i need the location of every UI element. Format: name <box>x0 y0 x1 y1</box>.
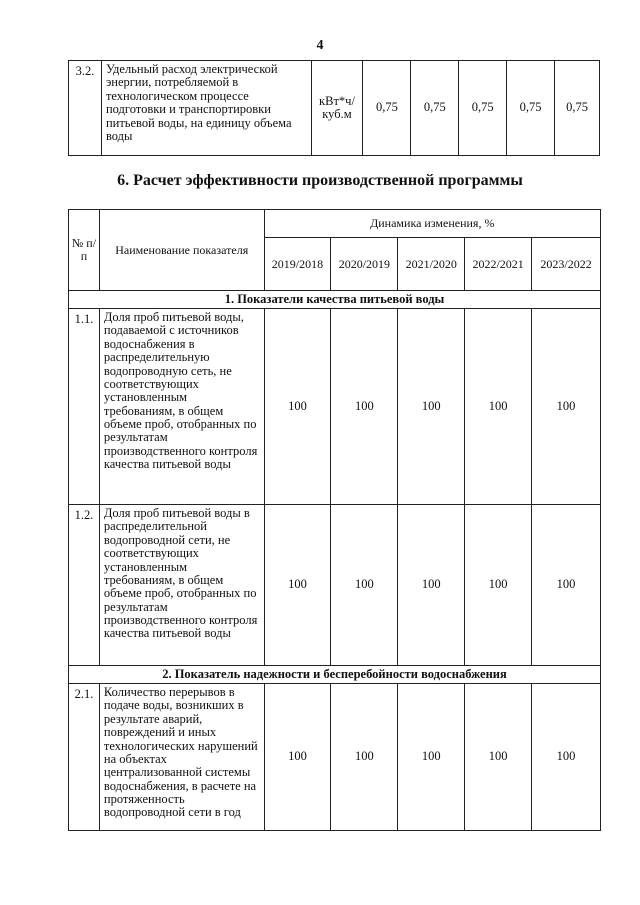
row-number: 2.1. <box>69 684 100 831</box>
efficiency-table <box>68 209 601 831</box>
value-cell: 100 <box>398 309 465 505</box>
indicator-name: Удельный расход электрической энергии, потребляемой в технологическом процессе подготовки и транспортировки питьевой воды, на единицу объема воды <box>101 61 311 156</box>
header-year: 2022/2021 <box>465 238 532 291</box>
value-cell: 0,75 <box>411 61 459 156</box>
row-number: 1.1. <box>69 309 100 505</box>
table-header-row <box>69 210 601 238</box>
value-cell: 100 <box>532 505 601 666</box>
table-row <box>69 505 601 666</box>
value-cell: 100 <box>398 505 465 666</box>
unit-cell: кВт*ч/ куб.м <box>311 61 363 156</box>
section-title: 6. Расчет эффективности производственной программы <box>117 172 523 189</box>
header-year: 2019/2018 <box>264 238 331 291</box>
group-header-row <box>69 291 601 309</box>
header-dynamics: Динамика изменения, % <box>264 210 600 238</box>
value-cell: 100 <box>331 505 398 666</box>
value-cell: 100 <box>465 505 532 666</box>
header-num: № п/п <box>69 210 100 291</box>
value-cell: 100 <box>331 309 398 505</box>
value-cell: 0,75 <box>459 61 507 156</box>
page-number: 4 <box>316 38 324 53</box>
value-cell: 100 <box>264 505 331 666</box>
header-name: Наименование показателя <box>99 210 264 291</box>
value-cell: 100 <box>532 684 601 831</box>
value-cell: 0,75 <box>507 61 555 156</box>
table-row <box>69 309 601 505</box>
value-cell: 100 <box>264 309 331 505</box>
group-title: 1. Показатели качества питьевой воды <box>69 291 601 309</box>
indicator-name: Доля проб питьевой воды, подаваемой с источников водоснабжения в распределительную водопроводную сеть, не соответствующих установленным требованиям, в общем объеме проб, отобранных по результатам производственного контроля качества питьевой воды <box>99 309 264 505</box>
value-cell: 100 <box>264 684 331 831</box>
value-cell: 100 <box>465 309 532 505</box>
value-cell: 100 <box>331 684 398 831</box>
row-number: 3.2. <box>69 61 102 156</box>
group-header-row <box>69 666 601 684</box>
value-cell: 100 <box>398 684 465 831</box>
value-cell: 100 <box>532 309 601 505</box>
continuation-table <box>68 60 600 156</box>
value-cell: 100 <box>465 684 532 831</box>
value-cell: 0,75 <box>363 61 411 156</box>
header-year: 2021/2020 <box>398 238 465 291</box>
table-row <box>69 684 601 831</box>
group-title: 2. Показатель надежности и бесперебойности водоснабжения <box>69 666 601 684</box>
value-cell: 0,75 <box>555 61 600 156</box>
table-row <box>69 61 600 156</box>
row-number: 1.2. <box>69 505 100 666</box>
header-year: 2023/2022 <box>532 238 601 291</box>
indicator-name: Доля проб питьевой воды в распределительной водопроводной сети, не соответствующих установленным требованиям, в общем объеме проб, отобранных по результатам производственного контроля качества питьевой воды <box>99 505 264 666</box>
indicator-name: Количество перерывов в подаче воды, возникших в результате аварий, повреждений и иных технологических нарушений на объектах централизованной системы водоснабжения, в расчете на протяженность водопроводной сети в год <box>99 684 264 831</box>
header-year: 2020/2019 <box>331 238 398 291</box>
